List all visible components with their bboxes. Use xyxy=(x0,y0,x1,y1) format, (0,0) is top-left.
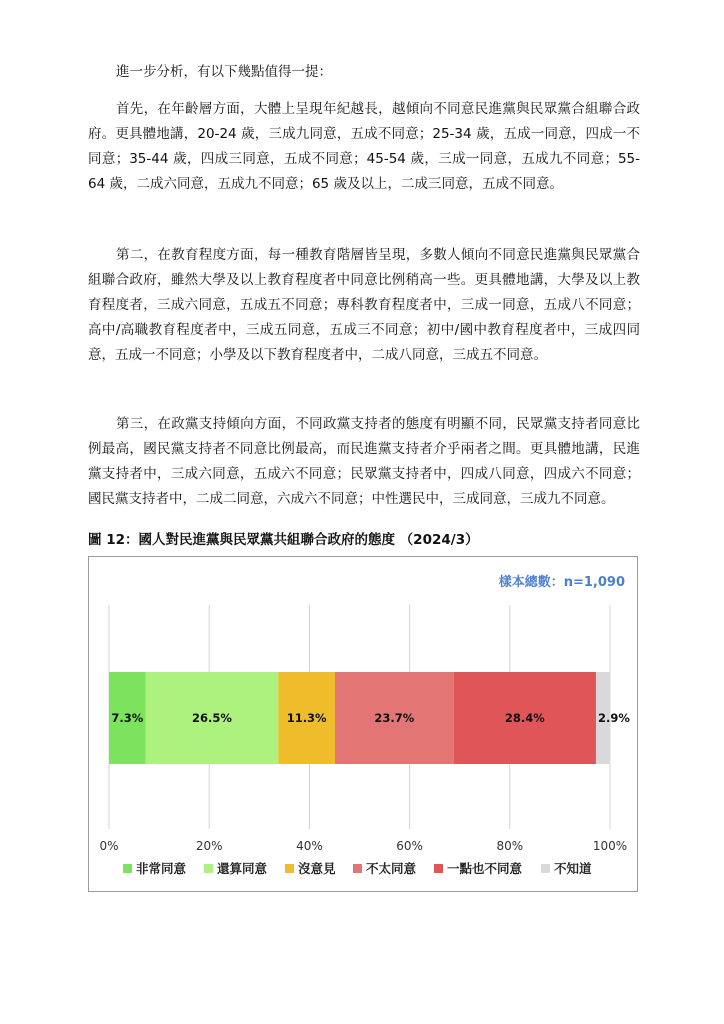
chart-frame xyxy=(88,556,638,892)
data-label: 7.3% xyxy=(111,711,144,725)
paragraph-party: 第三，在政黨支持傾向方面，不同政黨支持者的態度有明顯不同，民眾黨支持者同意比例最高，國民黨支持者不同意比例最高，而民進黨支持者介乎兩者之間。更具體地講，民進黨支持者中，三成六同意，五成六不同意；民眾黨支持者中，四成八同意，四成六不同意；國民黨支持者中，二成二同意，六成六不同意；中性選民中，三成同意，三成九不同意。 xyxy=(88,416,640,507)
x-tick-label: 80% xyxy=(496,839,524,853)
legend-label: 不知道 xyxy=(554,861,592,876)
legend-label: 還算同意 xyxy=(217,861,268,876)
x-tick-label: 40% xyxy=(296,839,323,853)
figure-caption: 圖 12：國人對民進黨與民眾黨共組聯合政府的態度 （2024/3） xyxy=(88,532,479,548)
data-label: 11.3% xyxy=(286,711,327,725)
x-tick-label: 60% xyxy=(396,839,423,853)
intro-line: 進一步分析，有以下幾點值得一提： xyxy=(116,64,332,80)
legend-swatch xyxy=(434,864,443,873)
legend-label: 一點也不同意 xyxy=(447,861,523,876)
legend-label: 沒意見 xyxy=(298,861,336,876)
legend-swatch xyxy=(123,864,132,873)
sample-total-label: 樣本總數：n=1,090 xyxy=(498,575,625,590)
legend-swatch xyxy=(541,864,550,873)
paragraph-education: 第二，在教育程度方面，每一種教育階層皆呈現，多數人傾向不同意民進黨與民眾黨合組聯合政府，雖然大學及以上教育程度者中同意比例稍高一些。更具體地講，大學及以上教育程度者，三成六同意，五成五不同意；專科教育程度者中，三成一同意，五成八不同意；高中/高職教育程度者中，三成五同意，五成三不同意；初中/國中教育程度者中，三成四同意，五成一不同意；小學及以下教育程度者中，二成八同意，三成五不同意。 xyxy=(88,247,640,363)
legend-label: 不太同意 xyxy=(366,861,417,876)
x-tick-label: 20% xyxy=(195,839,223,853)
stacked-bar-chart xyxy=(89,557,637,891)
paragraph-age: 首先，在年齡層方面，大體上呈現年紀越長，越傾向不同意民進黨與民眾黨合組聯合政府。更具體地講，20-24 歲，三成九同意，五成不同意；25-34 歲，五成一同意，四成一不同意；35-44 歲，四成三同意，五成不同意；45-54 歲，三成一同意，五成九不同意；55-64 歲，二成六同意，五成九不同意；65 歲及以上，二成三同意，五成不同意。 xyxy=(88,101,640,192)
data-label: 28.4% xyxy=(504,711,545,725)
x-tick-label: 100% xyxy=(592,839,628,853)
data-label: 26.5% xyxy=(192,711,232,725)
data-label: 23.7% xyxy=(374,711,415,725)
legend-swatch xyxy=(285,864,294,873)
x-tick-label: 0% xyxy=(99,839,119,853)
data-label: 2.9% xyxy=(597,711,630,725)
legend-label: 非常同意 xyxy=(136,861,187,876)
legend-swatch xyxy=(204,864,213,873)
legend-swatch xyxy=(353,864,362,873)
